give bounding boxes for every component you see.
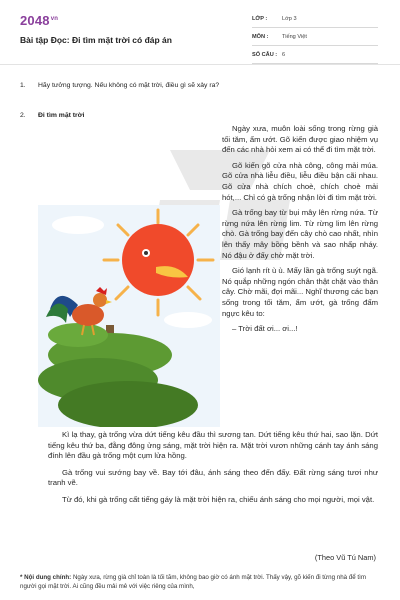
question-text: Hãy tưởng tượng. Nếu không có mặt trời, điều gì sẽ xảy ra? bbox=[38, 82, 220, 89]
logo-text: 2048 bbox=[20, 13, 50, 28]
summary-text: Ngày xưa, rừng già chỉ toàn là tối tăm, không bao giờ có ánh mặt trời. Thấy vậy, gõ kiến đi từng nhà để tìm người gọi mặt trời. Ai cũng đều mải mê với việc riêng của mình, bbox=[20, 574, 366, 590]
meta-key: LỚP : bbox=[252, 16, 268, 22]
meta-row-count bbox=[252, 48, 378, 64]
question-number: 1. bbox=[20, 82, 26, 89]
story-paragraph: Gõ kiến gõ cửa nhà công, công mải múa. Gõ cửa nhà liễu điều, liễu điều bận cãi nhau. Gõ cửa nhà chích choè, chích choè mải hót,... Chỉ có gà trống nhận lời đi tìm mặt trời. bbox=[222, 160, 378, 202]
story-paragraph: Gió lạnh rít ù ù. Mấy lần gà trống suýt ngã. Nó quắp những ngón chân thật chặt vào thân cây. Chờ mãi, đợi mãi... Nghĩ thương các bạn sống trong tối tăm, ẩm ướt, gà trống đấm ngực kêu to: bbox=[222, 266, 379, 318]
story-paragraph: Gà trống vui sướng bay về. Bay tới đâu, ánh sáng theo đến đấy. Đất rừng sáng tươi như tranh vẽ. bbox=[48, 467, 378, 488]
meta-value: Lớp 3 bbox=[282, 16, 297, 22]
summary-label: * Nội dung chính: bbox=[20, 574, 72, 581]
question-number: 2. bbox=[20, 112, 26, 119]
cloud-icon bbox=[164, 312, 212, 328]
cloud-icon bbox=[52, 216, 104, 234]
meta-key: MÔN : bbox=[252, 34, 269, 40]
author-prefix: (Theo bbox=[314, 553, 335, 562]
question-1 bbox=[20, 82, 219, 89]
sun-icon bbox=[122, 224, 194, 296]
story-illustration bbox=[38, 205, 220, 427]
author-name: Vũ Tú Nam) bbox=[334, 553, 376, 562]
story-paragraph: Ngày xưa, muôn loài sống trong rừng già tối tăm, ẩm ướt. Gõ kiến được giao nhiệm vụ đến các nhà hỏi xem ai có thể đi tìm mặt trời. bbox=[222, 124, 378, 155]
meta-value: 6 bbox=[282, 52, 286, 58]
story-text-column bbox=[222, 124, 378, 340]
main-content-summary bbox=[20, 573, 382, 591]
story-paragraph: Kì lạ thay, gà trống vừa dứt tiếng kêu đầu thì sương tan. Dứt tiếng kêu thứ hai, sao lặn. Dứt tiếng kêu thứ ba, đằng đông ửng sáng, mặt trời hiện ra. Mặt trời vươn những cánh tay ánh sáng đính lên đầu gà trống một cụm lửa hồng. bbox=[48, 430, 378, 461]
meta-row-class bbox=[252, 12, 378, 28]
logo-suffix: vn bbox=[50, 15, 59, 22]
page-title: Bài tập Đọc: Đi tìm mặt trời có đáp án bbox=[20, 35, 172, 45]
question-2 bbox=[20, 112, 84, 119]
story-paragraph: – Trời đất ơi... ơi...! bbox=[232, 324, 298, 334]
site-logo[interactable] bbox=[20, 13, 58, 28]
story-author bbox=[315, 553, 376, 562]
header-divider bbox=[0, 64, 400, 65]
meta-key: SỐ CÂU : bbox=[252, 52, 278, 58]
story-paragraph: Gà trống bay từ bụi mây lên rừng nứa. Từ rừng nứa lên rừng lim. Từ rừng lim lên rừng chò. Gà trống bay đến cây chò cao nhất, nhìn lên thấy mây bồng bềnh và sao nhấp nháy. Nó đậu ở đấy chờ mặt trời. bbox=[222, 208, 378, 260]
story-paragraph: Từ đó, khi gà trống cất tiếng gáy là mặt trời hiện ra, chiếu ánh sáng cho mọi người, mọi vật. bbox=[62, 494, 375, 504]
meta-row-subject bbox=[252, 30, 378, 46]
story-text-bottom bbox=[48, 430, 378, 512]
meta-table bbox=[252, 12, 378, 66]
meta-value: Tiếng Việt bbox=[282, 34, 307, 40]
question-text: Đi tìm mặt trời bbox=[38, 112, 85, 119]
